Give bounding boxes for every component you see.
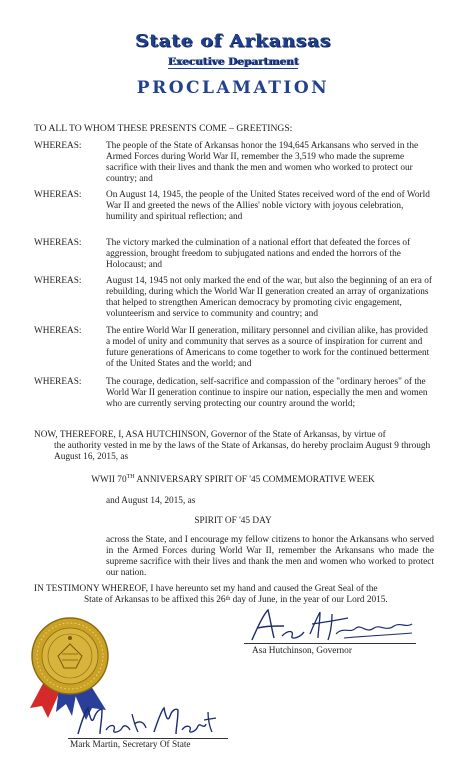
testimony-first-line: IN TESTIMONY WHEREOF, I have hereunto set my hand and caused the Great Seal of the bbox=[34, 584, 378, 594]
whereas-clause bbox=[34, 141, 434, 185]
testimony-rest: State of Arkansas to be affixed this 26th day of June, in the year of our Lord 2015. bbox=[84, 595, 388, 605]
governor-label: Asa Hutchinson, Governor bbox=[252, 646, 352, 656]
governor-signature bbox=[244, 604, 416, 646]
whereas-text: The people of the State of Arkansas honor the 194,645 Arkansans who served in the Armed Forces during World War II, remember the 3,519 who made the supreme sacrifice with their lives and thank the men and women who worked to protect our country; and bbox=[106, 141, 419, 184]
letterhead bbox=[0, 30, 466, 98]
department-title: Executive Department bbox=[167, 56, 299, 68]
state-title: State of Arkansas bbox=[135, 31, 331, 51]
testimony-clause bbox=[34, 584, 434, 606]
whereas-text: The entire World War II generation, military personnel and civilian alike, has provided a model of unity and community that serves as a source of inspiration for current and future generations of Americans to come together to work for the continued betterment of the United States and the world; and bbox=[106, 326, 430, 369]
now-therefore-clause bbox=[34, 430, 432, 463]
governor-signature-line bbox=[244, 643, 416, 644]
secretary-label: Mark Martin, Secretary Of State bbox=[70, 740, 191, 750]
now-therefore-first-line: NOW, THEREFORE, I, ASA HUTCHINSON, Governor of the State of Arkansas, by virtue of bbox=[34, 430, 386, 440]
whereas-clause bbox=[34, 238, 434, 271]
across-the-state-paragraph: across the State, and I encourage my fellow citizens to honor the Arkansans who served in the Armed Forces during World War II, remember the Arkansans who made the supreme sacrifice with their lives and thank the men and women who worked to protect our nation. bbox=[106, 535, 434, 578]
whereas-clause bbox=[34, 377, 434, 410]
whereas-keyword: WHEREAS: bbox=[34, 276, 82, 286]
whereas-text: The courage, dedication, self-sacrifice and compassion of the "ordinary heroes" of the World War II generation continue to inspire our nation, especially the men and women who are currently serving protecting our country around the world; bbox=[106, 377, 428, 409]
whereas-keyword: WHEREAS: bbox=[34, 238, 82, 248]
whereas-text: On August 14, 1945, the people of the United States received word of the end of World War II and greeted the news of the Allies' noble victory with joyous celebration, humility and spiritual reflection; and bbox=[106, 190, 430, 222]
secretary-signature-line bbox=[68, 738, 228, 739]
whereas-keyword: WHEREAS: bbox=[34, 141, 82, 151]
whereas-text: The victory marked the culmination of a national effort that defeated the forces of aggression, brought freedom to subjugated nations and ended the horrors of the Holocaust; and bbox=[106, 238, 411, 270]
whereas-clause bbox=[34, 326, 434, 370]
whereas-keyword: WHEREAS: bbox=[34, 190, 82, 200]
secretary-signature bbox=[72, 700, 222, 740]
proclamation-title: PROCLAMATION bbox=[136, 78, 330, 98]
commemorative-week-title: WWII 70TH ANNIVERSARY SPIRIT OF '45 COMMEMORATIVE WEEK bbox=[91, 474, 375, 485]
whereas-clause bbox=[34, 276, 434, 320]
whereas-clause bbox=[34, 190, 434, 223]
whereas-text: August 14, 1945 not only marked the end of the war, but also the beginning of an era of rebuilding, during which the World War II generation created an array of organizations that helped to strengthen American democracy by promoting civic engagement, volunteerism and service to community and country; and bbox=[106, 276, 432, 319]
now-therefore-rest: the authority vested in me by the laws of the State of Arkansas, do hereby proclaim August 9 through August 16, 2015, as bbox=[54, 441, 431, 462]
and-date-line: and August 14, 2015, as bbox=[106, 496, 196, 506]
spirit-day-title: SPIRIT OF '45 DAY bbox=[194, 516, 272, 526]
whereas-keyword: WHEREAS: bbox=[34, 326, 82, 336]
salutation: TO ALL TO WHOM THESE PRESENTS COME – GREETINGS: bbox=[34, 123, 293, 134]
whereas-keyword: WHEREAS: bbox=[34, 377, 82, 387]
